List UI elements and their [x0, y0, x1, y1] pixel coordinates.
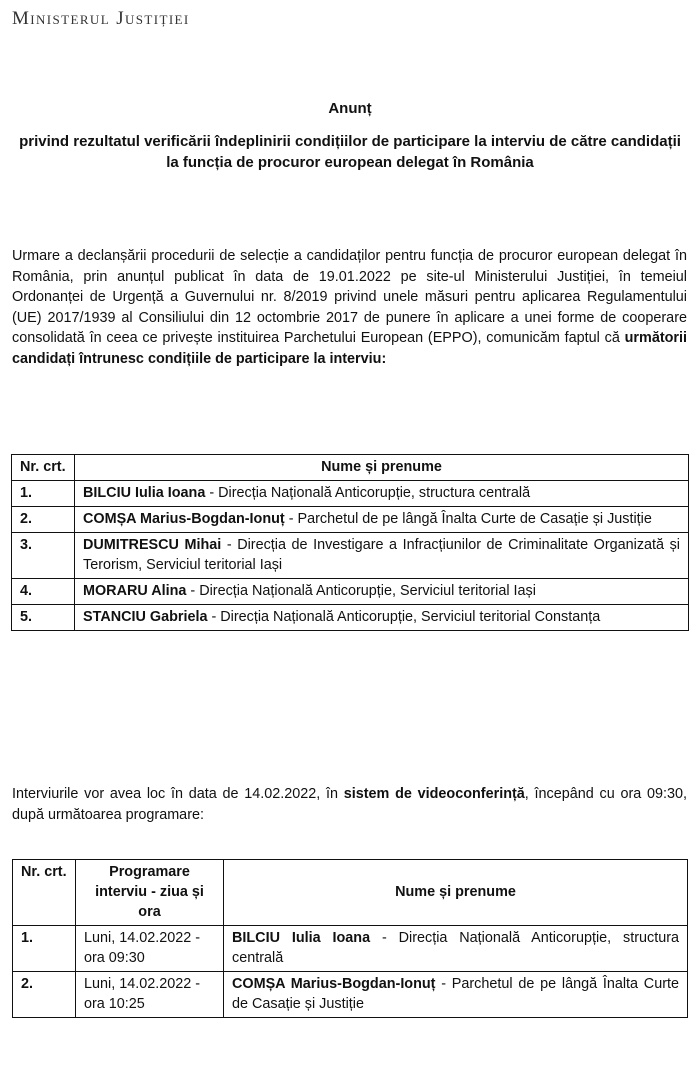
intro-text: Urmare a declanșării procedurii de selecție a candidaților pentru funcția de procuror european delegat în România, prin anunțul publicat în data de 19.01.2022 pe site-ul Ministerului Justiției, în temeiul Ordonanței de Urgență a Guvernului nr. 8/2019 privind unele măsuri pentru aplicarea Regulamentului (UE) 2017/1939 al Consiliului din 12 octombrie 2017 de punere în aplicare a unei forme de cooperare consolidată în ceea ce privește instituirea Parchetului European (EPPO), comunicăm faptul că	[12, 248, 687, 346]
candidate-institution: - Parchetul de pe lângă Înalta Curte de Casație și Justiție	[284, 511, 652, 527]
candidate-name: COMȘA Marius-Bogdan-Ionuț	[232, 976, 436, 992]
col-header-name: Nume și prenume	[224, 860, 688, 926]
schedule-cell: Luni, 14.02.2022 - ora 09:30	[76, 926, 224, 972]
table-header-row	[13, 860, 688, 926]
schedule-paragraph	[12, 784, 687, 826]
intro-paragraph	[12, 246, 687, 369]
table-row	[12, 533, 689, 579]
row-number: 5.	[12, 605, 75, 631]
candidate-cell	[75, 605, 689, 631]
schedule-cell: Luni, 14.02.2022 - ora 10:25	[76, 972, 224, 1018]
schedule-text-bold: sistem de videoconferință	[343, 786, 525, 802]
intro-bold-tail: următorii candidați întrunesc condițiile de participare la interviu:	[12, 330, 688, 367]
row-number: 4.	[12, 579, 75, 605]
candidate-cell	[75, 481, 689, 507]
candidate-institution: - Direcția de Investigare a Infracțiunilor de Criminalitate Organizată și Terorism, Serviciul teritorial Iași	[83, 537, 680, 573]
row-number: 1.	[13, 926, 76, 972]
row-number: 1.	[12, 481, 75, 507]
announcement-subtitle: privind rezultatul verificării îndeplinirii condițiilor de participare la interviu de către candidații la funcția de procuror european delegat în România	[19, 133, 681, 171]
candidate-cell	[224, 926, 688, 972]
table-row	[12, 605, 689, 631]
col-header-nr: Nr. crt.	[12, 455, 75, 481]
col-header-nr: Nr. crt.	[13, 860, 76, 926]
candidate-name: BILCIU Iulia Ioana	[232, 930, 371, 946]
candidate-name: COMȘA Marius-Bogdan-Ionuț	[83, 511, 285, 527]
candidate-name: DUMITRESCU Mihai	[83, 537, 222, 553]
candidate-cell	[224, 972, 688, 1018]
candidate-institution: - Direcția Națională Anticorupție, Serviciul teritorial Constanța	[207, 609, 601, 625]
table-row	[12, 481, 689, 507]
candidate-institution: - Direcția Națională Anticorupție, structura centrală	[232, 930, 680, 966]
schedule-text-part1: Interviurile vor avea loc în data de 14.02.2022, în	[12, 786, 344, 802]
row-number: 2.	[12, 507, 75, 533]
col-header-name: Nume și prenume	[75, 455, 689, 481]
schedule-text-part2: , începând cu ora 09:30, după următoarea programare:	[12, 786, 688, 823]
candidate-institution: - Direcția Națională Anticorupție, Serviciul teritorial Iași	[186, 583, 536, 599]
candidate-cell	[75, 507, 689, 533]
candidate-cell	[75, 533, 689, 579]
table-row	[13, 926, 688, 972]
candidate-name: BILCIU Iulia Ioana	[83, 485, 206, 501]
table-header-row	[12, 455, 689, 481]
col-header-schedule: Programare interviu - ziua și ora	[76, 860, 224, 926]
interview-schedule-table	[12, 859, 688, 1018]
eligible-candidates-table	[11, 454, 689, 631]
candidate-name: STANCIU Gabriela	[83, 609, 208, 625]
candidate-institution: - Parchetul de pe lângă Înalta Curte de Casație și Justiție	[232, 976, 679, 1012]
announcement-title: Anunț	[328, 100, 372, 117]
table-row	[12, 507, 689, 533]
table-row	[13, 972, 688, 1018]
ministry-header: Ministerul Justiției	[12, 8, 190, 29]
row-number: 2.	[13, 972, 76, 1018]
announcement-title-block	[0, 100, 700, 173]
candidate-institution: - Direcția Națională Anticorupție, structura centrală	[205, 485, 531, 501]
row-number: 3.	[12, 533, 75, 579]
table-row	[12, 579, 689, 605]
candidate-name: MORARU Alina	[83, 583, 187, 599]
candidate-cell	[75, 579, 689, 605]
